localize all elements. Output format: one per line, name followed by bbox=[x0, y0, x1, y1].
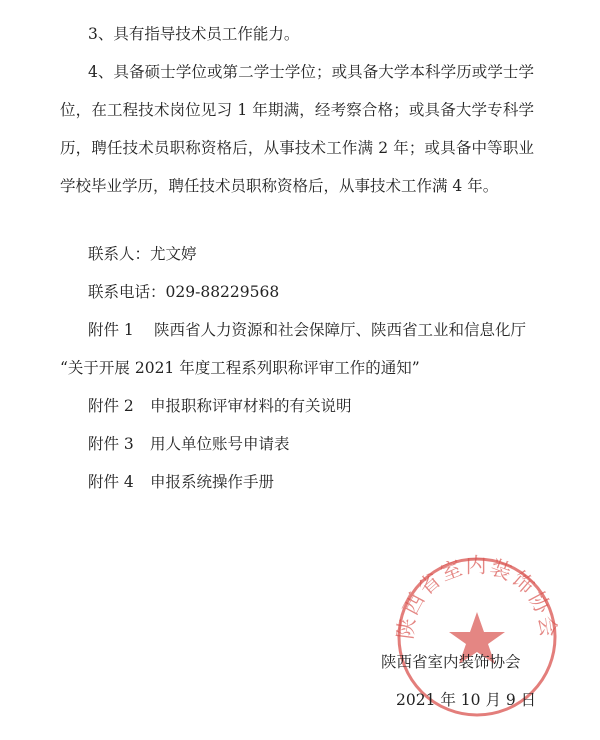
attachment-1-continued: “关于开展 2021 年度工程系列职称评审工作的通知” bbox=[60, 359, 420, 377]
attachment-number: 附件 1 bbox=[88, 321, 134, 339]
attachment-number: 附件 4 bbox=[88, 473, 134, 491]
issuing-organization: 陕西省室内装饰协会 bbox=[381, 653, 521, 671]
attachment-1 bbox=[88, 320, 526, 340]
requirement-4-line-1: 4、具备硕士学位或第二学士学位；或具备大学本科学历或学士学 bbox=[88, 63, 534, 81]
issue-date: 2021 年 10 月 9 日 bbox=[396, 691, 537, 709]
attachment-2 bbox=[88, 396, 352, 416]
attachment-4 bbox=[88, 472, 274, 492]
contact-person-label: 联系人： bbox=[88, 245, 151, 263]
contact-person bbox=[88, 244, 197, 264]
attachment-3 bbox=[88, 434, 290, 454]
attachment-title: 陕西省人力资源和社会保障厅、陕西省工业和信息化厅 bbox=[154, 321, 527, 339]
attachment-number: 附件 2 bbox=[88, 397, 134, 415]
contact-phone-label: 联系电话： bbox=[88, 283, 166, 301]
requirement-4-line-2: 位，在工程技术岗位见习 1 年期满，经考察合格；或具备大学专科学 bbox=[60, 101, 534, 119]
attachment-title: 用人单位账号申请表 bbox=[150, 435, 290, 453]
seal-text: 陕西省室内装饰协会 bbox=[393, 553, 561, 641]
requirement-4-line-3: 历，聘任技术员职称资格后，从事技术工作满 2 年；或具备中等职业 bbox=[60, 139, 534, 157]
requirement-4-line-4: 学校毕业学历，聘任技术员职称资格后，从事技术工作满 4 年。 bbox=[60, 177, 499, 195]
attachment-title: 申报职称评审材料的有关说明 bbox=[150, 397, 352, 415]
contact-phone-number: 029-88229568 bbox=[165, 283, 280, 301]
contact-person-name: 尤文婷 bbox=[150, 245, 197, 263]
contact-phone bbox=[88, 282, 279, 302]
attachment-number: 附件 3 bbox=[88, 435, 134, 453]
requirement-3: 3、具有指导技术员工作能力。 bbox=[88, 25, 300, 43]
attachment-title: 申报系统操作手册 bbox=[150, 473, 275, 491]
